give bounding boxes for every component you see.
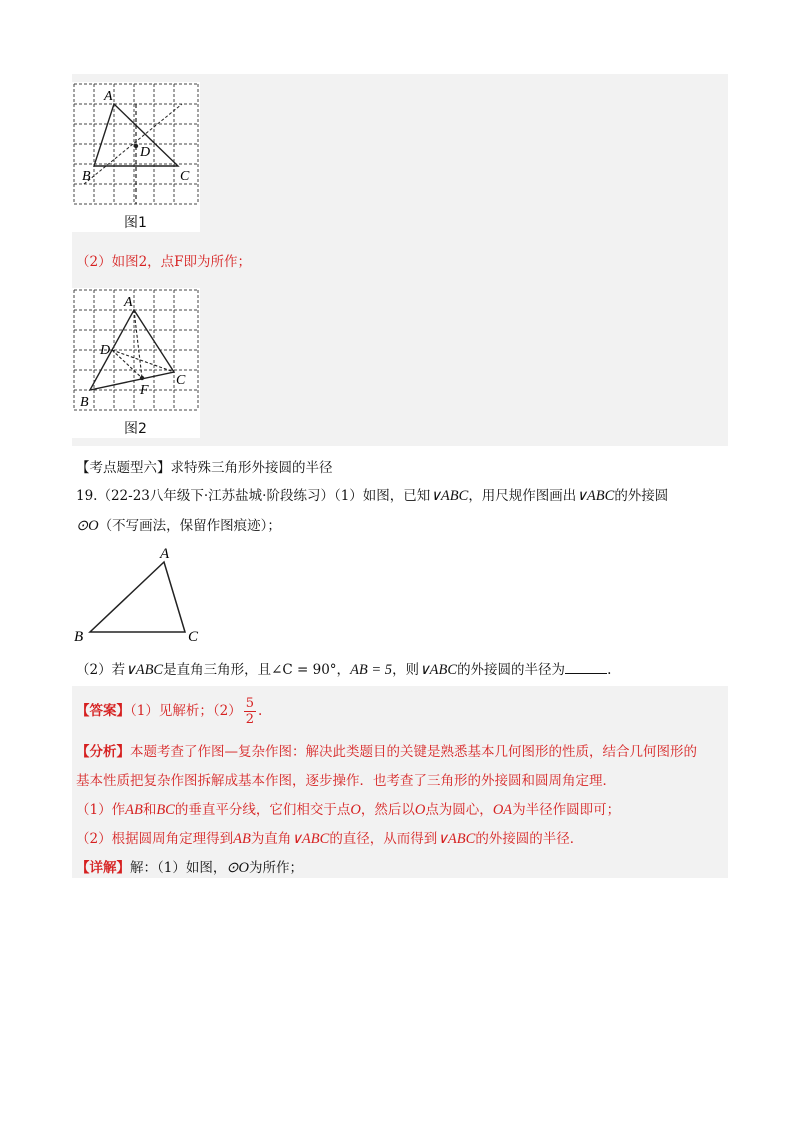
ap1-c: 的垂直平分线，它们相交于点 (174, 802, 351, 818)
figure-1 (72, 82, 200, 232)
ap1-oa: OA (492, 802, 513, 818)
ap1-bc: BC (156, 802, 175, 818)
ap2-a: （2）根据圆周角定理得到 (76, 831, 234, 847)
q19-label-a: A (160, 546, 170, 562)
analysis-point-2 (76, 829, 583, 849)
q19-part2-ab: AB = 5 (350, 662, 393, 678)
fig2-label-b: B (80, 395, 89, 410)
section-title: 【考点题型六】求特殊三角形外接圆的半径 (76, 460, 333, 476)
answer-fraction (244, 696, 256, 727)
analysis-line-1 (76, 742, 697, 762)
detail-circle-o: ⊙O (226, 860, 249, 876)
q19-circle-o: ⊙O (76, 518, 99, 534)
question-19-line-2 (76, 516, 281, 536)
fig2-label-d: D (100, 343, 111, 358)
fig2-label-c: C (176, 373, 186, 388)
figure-2-caption: 图2 (124, 421, 147, 437)
ap2-c: 的直径，从而得到 (329, 831, 438, 847)
ap2-b: 为直角 (250, 831, 292, 847)
q19-intro: 19.（22-23八年级下·江苏盐城·阶段练习）（1）如图，已知 (76, 488, 431, 504)
fraction-denominator: 2 (245, 712, 254, 727)
question-19-line-1 (76, 486, 668, 506)
q19-circumcircle: 的外接圆 (614, 488, 669, 504)
figure-2-drawing (72, 288, 200, 416)
figure-1-caption: 图1 (124, 215, 147, 231)
analysis-tag: 【分析】 (76, 744, 130, 760)
q19-label-c: C (188, 629, 199, 645)
ap2-ab: AB (233, 831, 251, 847)
q19-part2-right-angle: 是直角三角形，且∠C = 90°， (163, 662, 351, 678)
q19-part2-end: . (607, 662, 612, 678)
detail-line (76, 858, 303, 878)
q19-part2-then: ，则 (392, 662, 420, 678)
fraction-numerator: 5 (245, 696, 254, 711)
detail-end: 为所作； (248, 860, 303, 876)
fig2-label-a: A (124, 295, 133, 310)
q19-triangle: ∨ABC (430, 488, 469, 504)
detail-tag: 【详解】 (76, 860, 130, 876)
figure-1-drawing (72, 82, 200, 210)
q19-construct: ，用尺规作图画出 (468, 488, 577, 504)
ap2-triangle: ∨ABC (291, 831, 330, 847)
figure-2 (72, 288, 200, 438)
q19-part2-triangle-2: ∨ABC (419, 662, 458, 678)
analysis-text-1: 本题考查了作图—复杂作图：解决此类题目的关键是熟悉基本几何图形的性质，结合几何图形的 (130, 744, 697, 760)
ap1-d: ，然后以 (360, 802, 415, 818)
ap1-f: 为半径作圆即可； (512, 802, 621, 818)
q19-note: （不写画法，保留作图痕迹）； (98, 518, 281, 534)
ap1-a: （1）作 (76, 802, 126, 818)
q19-part2-prefix: （2）若 (76, 662, 126, 678)
question-19-triangle-figure (72, 546, 212, 646)
answer-end: . (257, 703, 263, 719)
analysis-point-1 (76, 800, 620, 820)
ap2-d: 的外接圆的半径． (475, 831, 584, 847)
ap1-e: 点为圆心， (425, 802, 493, 818)
fig1-label-a: A (104, 89, 113, 104)
question-19-part-2 (76, 660, 611, 680)
part2-figure-text: （2）如图2，点F即为所作； (76, 254, 252, 270)
answer-blank (565, 661, 607, 674)
fig1-label-d: D (140, 145, 151, 160)
answer-text: （1）见解析；（2） (130, 703, 242, 719)
ap1-o-2: O (414, 802, 426, 818)
ap2-triangle-2: ∨ABC (437, 831, 476, 847)
ap1-ab: AB (125, 802, 143, 818)
q19-part2-radius: 的外接圆的半径为 (457, 662, 566, 678)
q19-label-b: B (74, 629, 84, 645)
analysis-line-2: 基本性质把复杂作图拆解成基本作图，逐步操作．也考查了三角形的外接圆和圆周角定理． (76, 773, 616, 789)
answer-tag: 【答案】 (76, 703, 130, 719)
detail-text: 解：（1）如图， (130, 860, 227, 876)
answer-line (76, 696, 262, 727)
q19-triangle-2: ∨ABC (576, 488, 615, 504)
fig1-label-c: C (180, 169, 190, 184)
ap1-b: 和 (142, 802, 157, 818)
fig2-label-f: F (140, 383, 149, 398)
q19-part2-triangle: ∨ABC (125, 662, 164, 678)
fig1-label-b: B (82, 169, 91, 184)
ap1-o: O (350, 802, 361, 818)
